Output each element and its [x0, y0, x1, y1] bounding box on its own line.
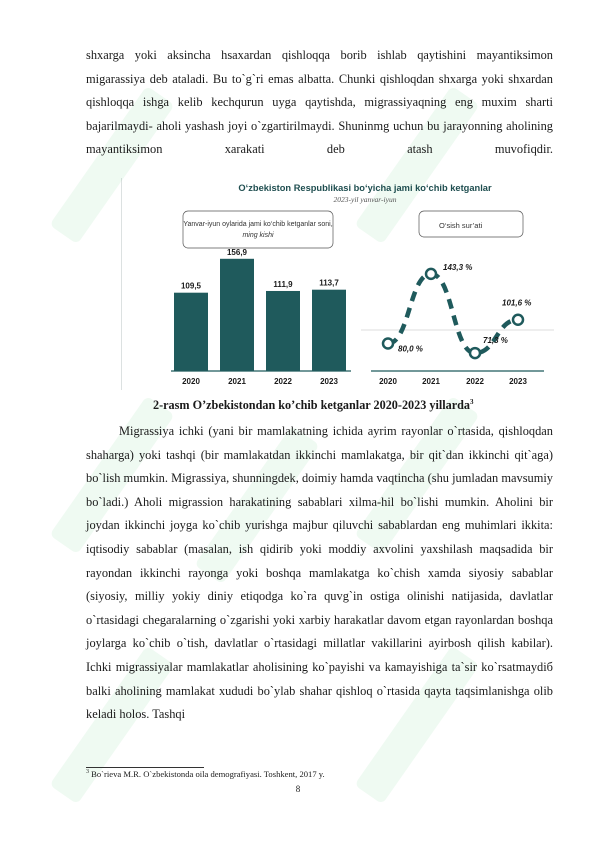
growth-point-2020 [383, 339, 393, 349]
bar-2022 [266, 291, 300, 371]
caption-text: 2-rasm O’zbekistondan ko’chib ketganlar 2020-2023 yillarda [153, 398, 471, 413]
line-x-tick: 2020 [379, 377, 397, 386]
paragraph-main: Migrassiya ichki (yani bir mamlakatning ichida ayrim rayonlar o`rtasida, qishloqdan shaharga) yoki tashqi (bir mamlakatdan ikkinchi mamlakatga, bir qit`dan ikkinchi qit`aga) bo`lish mumkin. Migrassiya, shunningdek, doimiy hamda vaqtincha (shu jumladan mavsumiy bo`ladi.) Aholi migrassion harakatining sabablari xilma-hil bo`lishi mumkin. Aholini bir joydan ikkinchi joyga ko`chib yurishga majbur qiluvchi sabablardan eng muhimlari ikkita: iqtisodiy sabablar (masalan, ish qidirib yoki moddiy axvolini yaxshilash maqsadida bir rayondan ikkinchi rayonga yoki boshqa mamlakatga ko`chish xamda siyosiy sabablar (siyosiy, milliy yokiy diniy etiqodga ko`ra quvg`in ostiga olinishi natijasida, davlatlar o`rtasidagi chegaralarning o`zgarishi yoki xarbiy harakatlar davom etgan rayonlardan boshqa joylarga ko`chib o`tish, davlatlar o`rtasidagi millatlar vakillarini ayirbosh qilish kabilar). Ichki migrassiyalar mamlakatlar aholisining ko`payishi va kamayishiga ta`sir ko`rsatmaydiб balki aholining mamlakat xududi bo`ylab shahar qishloq o`rtasida qayta taqsimlanishga olib keladi holos. Tashqi [86, 424, 553, 722]
growth-point-2023 [513, 315, 523, 325]
bar-value-label: 109,5 [180, 281, 202, 291]
paragraph-intro: shxarga yoki aksincha hsaxardan qishloqqa borib ishlab qaytishini mayantiksimon migarassiya deb ataladi. Bu to`g`ri emas albatta. Chunki qishloqdan shxarga yoki shxardan qishloqqa ishga kelib kechqurun uyga qaytishda, migrassiyaqning eng muxim sharti bajarilmaydi- aholi yashash joyi o`zgartirilmaydi. Shuninmg uchun bu jarayonning aholining mayantiksimon xarakati deb atash muvofiqdir. [86, 48, 553, 157]
bar-box-unit: ming kishi [242, 232, 274, 239]
chart-subtitle: 2023-yil yanvar-iyun [333, 195, 397, 204]
line-legend-box [419, 211, 523, 237]
line-x-tick: 2021 [422, 377, 440, 386]
bar-value-label: 156,9 [226, 247, 248, 257]
chart-title: O‘zbekiston Respublikasi bo‘yicha jami ko‘chib ketganlar [238, 183, 492, 193]
growth-point-2021 [426, 269, 436, 279]
caption-footnote-ref: 3 [470, 398, 474, 406]
bar-x-tick: 2021 [228, 377, 246, 386]
growth-value-label: 101,6 % [502, 298, 532, 308]
line-x-tick: 2022 [466, 377, 484, 386]
migration-infographic [121, 178, 554, 390]
bar-2021 [220, 259, 254, 371]
footnote [86, 769, 325, 779]
footnote-ref: 3 [86, 769, 89, 776]
bar-x-tick: 2020 [182, 377, 200, 386]
bar-2020 [174, 293, 208, 371]
growth-value-label: 143,3 % [443, 262, 473, 272]
line-box-label: O‘sish sur’ati [439, 221, 483, 230]
bar-legend-box [183, 211, 333, 248]
bar-box-label: Yanvar-iyun oylarida jami ko‘chib ketganlar soni, [183, 221, 333, 228]
bar-value-label: 111,9 [273, 279, 293, 289]
bar-x-tick: 2022 [274, 377, 292, 386]
bar-value-label: 113,7 [319, 278, 339, 288]
bar-2023 [312, 290, 346, 371]
footnote-divider [86, 767, 204, 768]
footnote-text: Bo`rieva M.R. O`zbekistonda oila demografiyasi. Toshkent, 2017 y. [91, 769, 325, 779]
growth-point-2022 [470, 348, 480, 358]
figure-caption [0, 398, 596, 413]
growth-value-label: 71,3 % [483, 336, 508, 346]
growth-value-label: 80,0 % [398, 344, 423, 354]
line-x-tick: 2023 [509, 377, 527, 386]
page-number: 8 [295, 784, 301, 794]
bar-x-tick: 2023 [320, 377, 338, 386]
